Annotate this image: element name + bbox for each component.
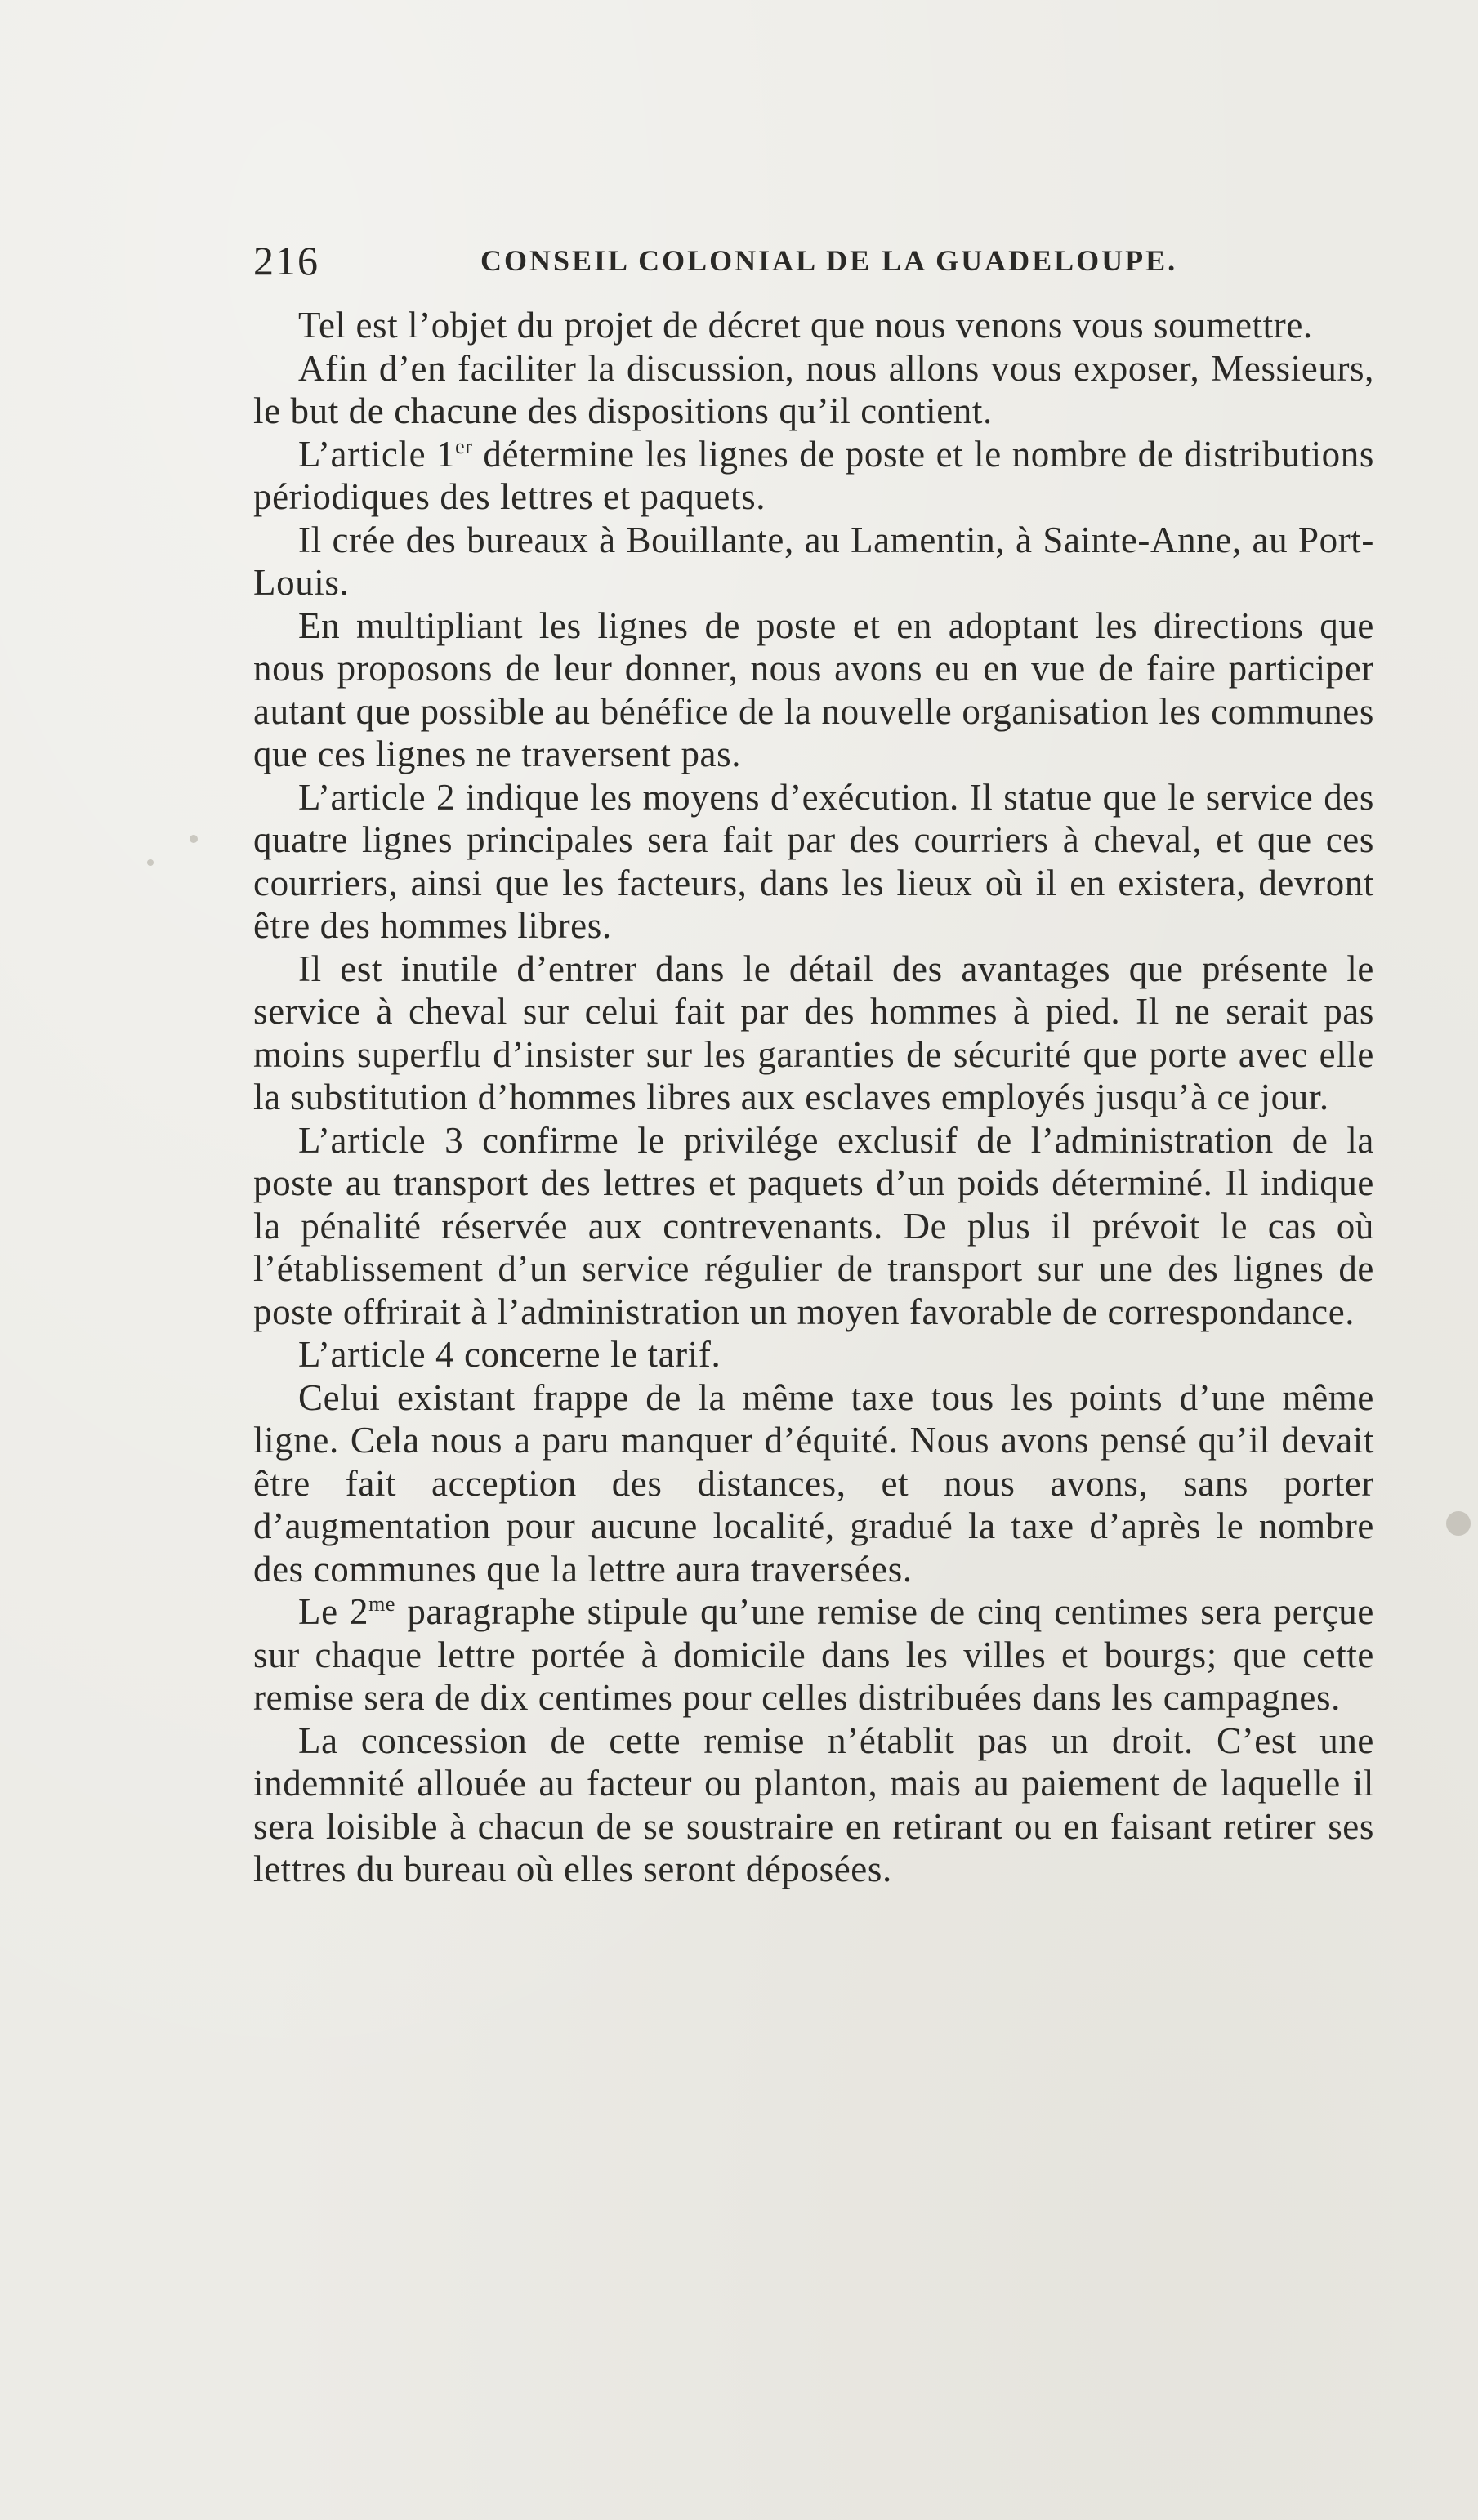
running-head: CONSEIL COLONIAL DE LA GUADELOUPE.	[480, 244, 1178, 277]
paragraph	[253, 433, 1374, 519]
paragraph-text: L’article 1	[298, 433, 456, 475]
ordinal-superscript: me	[368, 1592, 396, 1616]
paragraph: En multipliant les lignes de poste et en adoptant les directions que nous proposons de leur donner, nous avons eu en vue de faire participer autant que possible au bénéfice de la nouvelle organisation les communes que ces lignes ne traversent pas.	[253, 604, 1374, 774]
paragraph: La concession de cette remise n’établit pas un droit. C’est une indemnité allouée au facteur ou planton, mais au paiement de laquelle il sera loisible à chacun de se soustraire en retirant ou en faisant retirer ses lettres du bureau où elles seront déposées.	[253, 1719, 1374, 1889]
paragraph: Celui existant frappe de la même taxe tous les points d’une même ligne. Cela nous a paru manquer d’équité. Nous avons pensé qu’il devait être fait acception des distances, et nous avons, sans porter d’augmentation pour aucune localité, gradué la taxe d’après le nombre des communes que la lettre aura traversées.	[253, 1376, 1374, 1590]
paragraph-text: Le 2	[298, 1591, 369, 1632]
ink-spot	[147, 859, 154, 866]
paragraph: L’article 4 concerne le tarif.	[298, 1334, 721, 1375]
paragraph	[253, 1590, 1374, 1719]
paragraph: L’article 2 indique les moyens d’exécution. Il statue que le service des quatre lignes principales sera fait par des courriers à cheval, et que ces courriers, ainsi que les facteurs, dans les lieux où il en existera, devront être des hommes libres.	[253, 776, 1374, 946]
ordinal-superscript: er	[455, 434, 473, 458]
paragraph: Afin d’en faciliter la discussion, nous allons vous exposer, Messieurs, le but de chacune des dispositions qu’il contient.	[253, 347, 1374, 431]
paragraph: Tel est l’objet du projet de décret que nous venons vous soumettre.	[298, 305, 1313, 346]
paragraph: L’article 3 confirme le privilége exclusif de l’administration de la poste au transport des lettres et paquets d’un poids déterminé. Il indique la pénalité réservée aux contrevenants. De plus il prévoit le cas où l’établissement d’un service régulier de transport sur une des lignes de poste offrirait à l’administration un moyen favorable de correspondance.	[253, 1119, 1374, 1332]
page-number: 216	[253, 238, 319, 283]
page-header	[253, 237, 1364, 286]
paragraph: Il crée des bureaux à Bouillante, au Lamentin, à Sainte-Anne, au Port-Louis.	[253, 519, 1374, 603]
paragraph-text: paragraphe stipule qu’une remise de cinq centimes sera perçue sur chaque lettre portée à domicile dans les villes et bourgs; que cette remise sera de dix centimes pour celles distribuées dans les campagnes.	[253, 1591, 1374, 1718]
paragraph-text: détermine les lignes de poste et le nombre de distributions périodiques des lettres et paquets.	[253, 433, 1374, 517]
ink-spot	[190, 835, 198, 843]
paragraph: Il est inutile d’entrer dans le détail des avantages que présente le service à cheval sur celui fait par des hommes à pied. Il ne serait pas moins superflu d’insister sur les garanties de sécurité que porte avec elle la substitution d’hommes libres aux esclaves employés jusqu’à ce jour.	[253, 948, 1374, 1117]
body-text	[253, 304, 1374, 1891]
ink-spot	[1446, 1511, 1471, 1536]
